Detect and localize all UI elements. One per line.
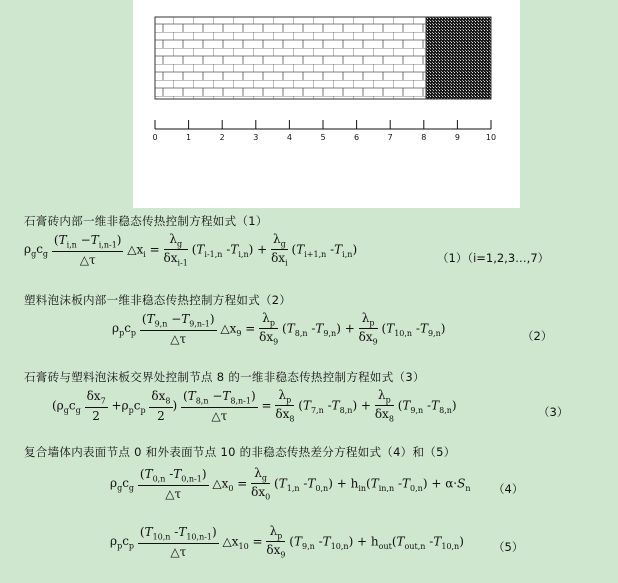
heading-eq3: 石膏砖与塑料泡沫板交界处控制节点 8 的一维非稳态传热控制方程如式（3） [24, 370, 425, 384]
heading-eq4-5: 复合墙体内表面节点 0 和外表面节点 10 的非稳态传热差分方程如式（4）和（5） [24, 445, 456, 459]
node-label: 4 [286, 133, 292, 142]
node-label: 1 [186, 133, 192, 142]
heading-eq1: 石膏砖内部一维非稳态传热控制方程如式（1） [24, 214, 268, 228]
heading-eq2: 塑料泡沫板内部一维非稳态传热控制方程如式（2） [24, 293, 292, 307]
equation-4-number: （4） [493, 482, 524, 496]
node-label: 2 [219, 133, 225, 142]
equation-2: $\rho_pc_p$ $\frac{(T_{9,n} -T_{9,n-1})}{\triangle\tau}$ $\triangle x_9$ = $\frac{\lambda_p}{\delta x_9}$ ($T_{8,n}$ $-T_{9,n}$) + $\frac{\lambda_p}{\delta x_9}$ ($T_{10,n}$ $-T_{9,n}$) [112, 311, 446, 347]
equation-3: ($\rho_gc_g$ $\frac{\delta x_7}{2}$ $+\rho_pc_p$ $\frac{\delta x_8}{2}$ ) $\frac{(T_{8,n} -T_{8,n-1})}{\triangle\tau}$ = $\frac{\lambda_p}{\delta x_8}$ ($T_{7,n}$ $-T_{8,n}$) + $\frac{\lambda_p}{\delta x_8}$ ($T_{9,n}$ $-T_{8,n}$) [52, 388, 457, 424]
node-label: 0 [152, 133, 158, 142]
node-label: 9 [454, 133, 460, 142]
equation-5: $\rho_pc_p$ $\frac{(T_{10,n} -T_{10,n-1})}{\triangle\tau}$ $\triangle x_{10}$ = $\frac{\lambda_p}{\delta x_9}$ ($T_{9,n}$ $-T_{10,n}) + h_{out}(T_{out,n}$ $-T_{10,n}$) [110, 524, 464, 560]
node-label: 7 [387, 133, 393, 142]
wall-diagram [133, 0, 520, 208]
node-label: 3 [253, 133, 259, 142]
node-label: 5 [320, 133, 326, 142]
foam-board-layer [426, 17, 491, 99]
equation-2-number: （2） [522, 329, 553, 343]
wall-figure [133, 0, 520, 208]
equation-3-number: （3） [538, 405, 569, 419]
equation-5-number: （5） [493, 540, 524, 554]
node-label: 8 [421, 133, 427, 142]
gypsum-brick-layer [155, 17, 426, 99]
equation-1: $\rho_gc_g$ $\frac{(T_{i,n} -T_{i,n-1})}{\triangle\tau}$ $\triangle x_i$ = $\frac{\lambda_g}{\delta x_{i-1}}$ ($T_{i-1,n}$ $-T_{i,n}$) + $\frac{\lambda_g}{\delta x_i}$ ($T_{i+1,n}$ $-T_{i,n}$) [24, 232, 358, 268]
node-label: 6 [354, 133, 360, 142]
node-label: 10 [485, 133, 497, 142]
equation-1-number: （1）（i=1,2,3…,7） [437, 251, 550, 265]
equation-4: $\rho_gc_g$ $\frac{(T_{0,n} -T_{0,n-1})}{\triangle\tau}$ $\triangle x_0$ = $\frac{\lambda_g}{\delta x_0}$ ($T_{1,n}$ $-T_{0,n}) + h_{in}(T_{in,n}$ $-T_{0,n}) + \alpha\cdot S_n$ [110, 466, 471, 502]
